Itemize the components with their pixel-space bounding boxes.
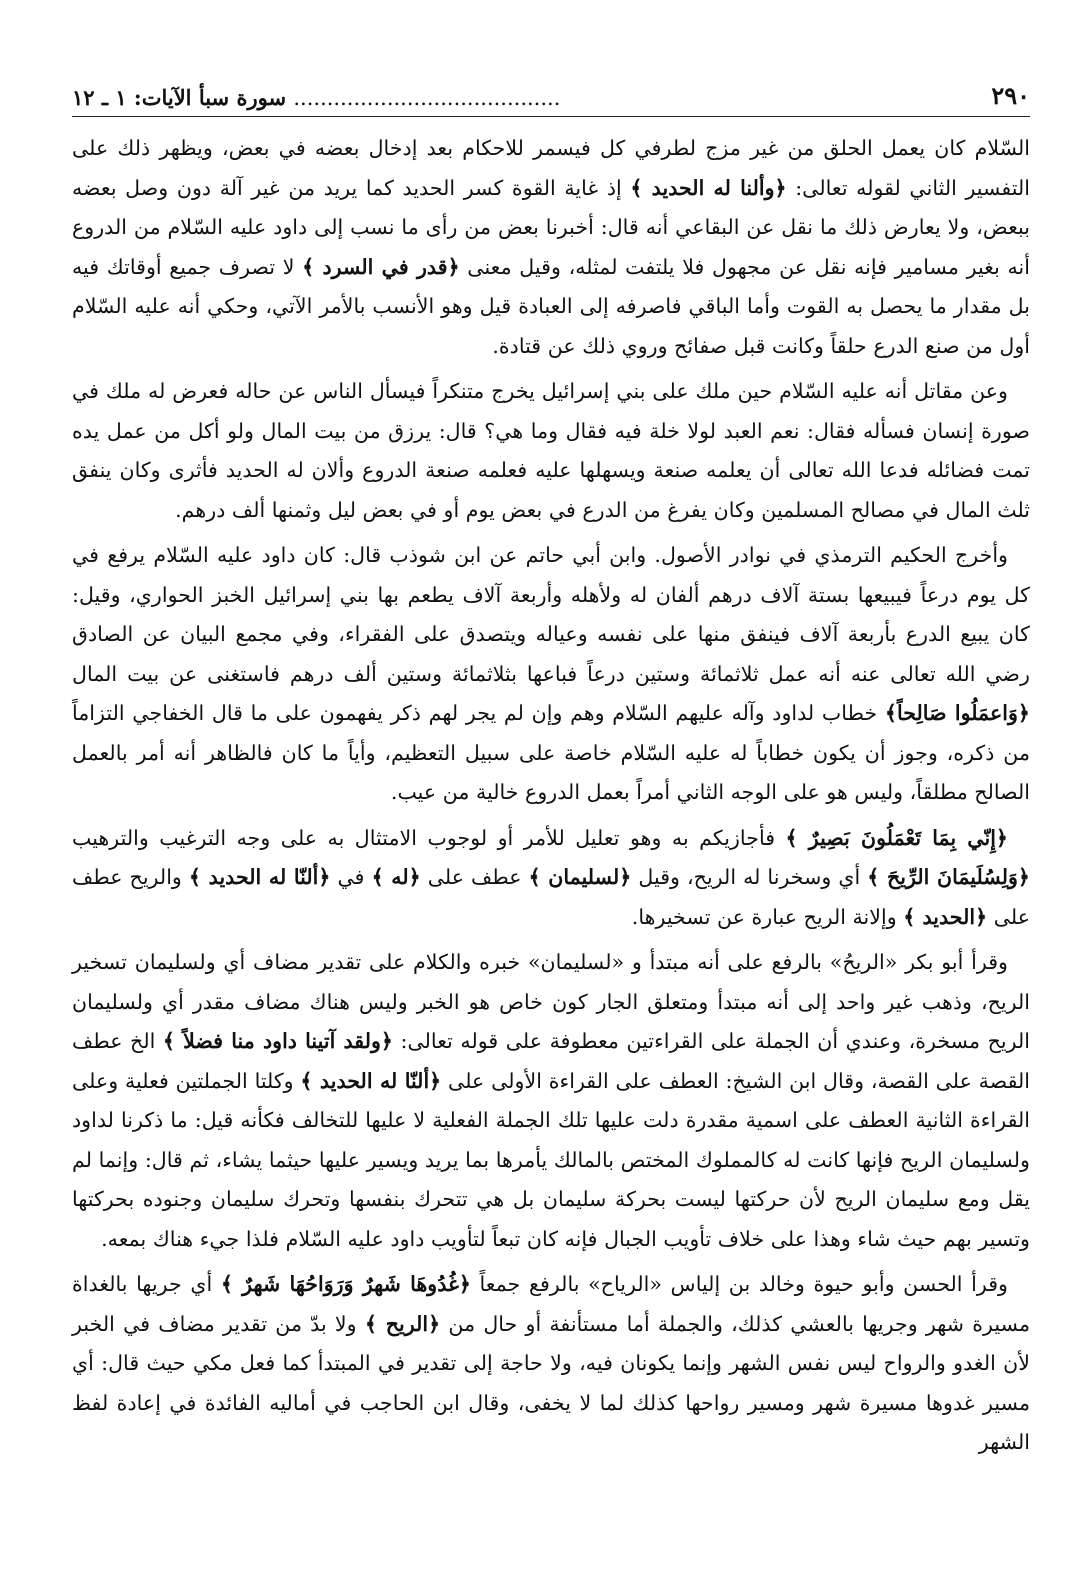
paragraph-6 [72, 1265, 1030, 1463]
quran-quote: ﴿لسليمان ﴾ [528, 865, 632, 889]
paragraph-1 [72, 129, 1030, 366]
paragraph-2 [72, 372, 1030, 530]
text-segment: وقرأ الحسن وأبو حيوة وخالد بن إلياس «الرياح» بالرفع جمعاً [470, 1272, 1008, 1296]
paragraph-4 [72, 819, 1030, 938]
quran-quote: ﴿ولقد آتينا داود منا فضلاً ﴾ [162, 1029, 393, 1053]
quran-quote: ﴿ألنّا له الحديد ﴾ [300, 1068, 442, 1093]
text-segment: أي وسخرنا له الريح، وقيل [631, 865, 868, 889]
text-segment: في [330, 865, 372, 889]
text-segment: وأخرج الحكيم الترمذي في نوادر الأصول. وابن أبي حاتم عن ابن شوذب قال: كان داود عليه السّلام يرفع في كل يوم درعاً فيبيعها بستة آلاف درهم ألفان له ولأهله وأربعة آلاف يطعم بها بني إسرائيل الخبز الحواري، وقيل: كان يبيع الدرع بأربعة آلاف فينفق منها على نفسه وعياله ويتصدق على الفقراء، وفي مجمع البيان عن الصادق رضي الله تعالى عنه أنه عمل ثلاثمائة وستين درعاً فباعها بثلاثمائة وستين ألف درهم فاستغنى عن بيت المال [72, 543, 1030, 686]
quran-quote: ﴿إِنّي بِمَا تَعْمَلُونَ بَصِيرٌ ﴾ [785, 825, 1008, 850]
quran-quote: ﴿وَلِسُلَيمَانَ الرِّيحَ ﴾ [867, 865, 1030, 889]
text-segment: فأجازيكم به وهو تعليل للأمر أو لوجوب الامتثال به على وجه الترغيب والترهيب [72, 825, 786, 850]
text-segment: الخ عطف القصة على القصة، وقال ابن الشيخ: العطف على القراءة الأولى على [72, 1029, 1030, 1093]
paragraph-5 [72, 943, 1030, 1259]
paragraph-3 [72, 536, 1030, 813]
book-page [72, 70, 1030, 1560]
quran-quote: ﴿ألنّا له الحديد ﴾ [188, 865, 331, 889]
quran-quote: ﴿قدر في السرد ﴾ [302, 254, 460, 279]
text-segment: وإلانة الريح عبارة عن تسخيرها. [631, 904, 904, 929]
text-segment: وقرأ أبو بكر «الريحُ» بالرفع على أنه مبتدأ و «لسليمان» خبره والكلام على تقدير مضاف أي ولسليمان تسخير الريح، وذهب غير واحد إلى أنه مبتدأ ومتعلق الجار كون خاص هو الخبر وليس هناك مضاف مقدر أي ولسليمان الريح مسخرة، وعندي أن الجملة على القراءتين معطوفة على قوله تعالى: [72, 950, 1030, 1053]
text-segment: والريح عطف على [72, 865, 1030, 929]
running-title: سورة سبأ الآيات: ١ ـ ١٢ [72, 85, 287, 110]
quran-quote: ﴿الحديد ﴾ [903, 904, 988, 929]
quran-quote: ﴿وَاعمَلُوا صَالِحاً﴾ [884, 701, 1030, 725]
text-segment: ولا بدّ من تقدير مضاف في الخبر لأن الغدو والرواح ليس نفس الشهر وإنما يكونان فيه، ولا حاجة إلى تقدير في المبتدأ كما فعل مكي حيث قال: أي مسير غدوها مسيرة شهر ومسير رواحها كذلك لما لا يخفى، وقال ابن الحاجب في أماليه الفائدة في إعادة لفظ الشهر [72, 1311, 1030, 1454]
text-segment: عطف على [420, 865, 529, 889]
text-segment: وعن مقاتل أنه عليه السّلام حين ملك على بني إسرائيل يخرج متنكراً فيسأل الناس عن حاله فعرض له ملك في صورة إنسان فسأله فقال: نعم العبد لولا خلة فيه فقال وما هي؟ قال: يرزق من بيت المال ولو أكل من عمل يده تمت فضائله فدعا الله تعالى أن يعلمه صنعة ويسهلها عليه فعلمه صنعة الدروع وألان له الحديد فأثرى وكان ينفق ثلث المال في مصالح المسلمين وكان يفرغ من الدرع في بعض يوم أو في بعض ليل وثمنها ألف درهم. [72, 379, 1030, 522]
quran-quote: ﴿الريح ﴾ [364, 1311, 441, 1336]
page-header [72, 70, 1030, 117]
text-segment: وكلتا الجملتين فعلية وعلى القراءة الثانية العطف على اسمية مقدرة دلت عليها تلك الجملة الفعلية لا عليها للتخالف فكأنه قيل: ما ذكرنا لداود ولسليمان الريح فإنها كانت له كالمملوك المختص بالمالك يأمرها بما يريد ويسير عليها حيثما يشاء، ثم قال: وإنما لم يقل ومع سليمان الريح لأن حركتها ليست بحركة سليمان بل هي تتحرك بنفسها وتحرك سليمان وجنوده بحركتها وتسير بهم حيث شاء وهذا على خلاف تأويب الجبال فإنه كان تبعاً لتأويب داود عليه السّلام فلذا جيء هناك بمعه. [72, 1068, 1030, 1251]
leader-dots: ........................................ [293, 86, 561, 110]
text-segment: أي جريها بالغداة مسيرة شهر وجريها بالعشي كذلك، والجملة أما مستأنفة أو حال من [72, 1272, 1030, 1336]
page-number: ٢٩٠ [991, 81, 1030, 110]
quran-quote: ﴿له ﴾ [371, 865, 421, 889]
text-segment: إذ غاية القوة كسر الحديد كما يريد من غير آلة دون وصل بعضه ببعض، ولا يعارض ذلك ما نقل عن البقاعي أنه قال: أخبرنا بعض من رأى ما نسب إلى داود عليه السّلام من الدروع أنه بغير مسامير فإنه نقل عن مجهول فلا يلتفت لمثله، وقيل معنى [72, 175, 1030, 279]
quran-quote: ﴿وألنا له الحديد ﴾ [630, 175, 787, 200]
text-segment: خطاب لداود وآله عليهم السّلام وهم وإن لم يجر لهم ذكر يفهمون على ما قال الخفاجي التزاماً من ذكره، وجوز أن يكون خطاباً له عليه السّلام خاصة على سبيل التعظيم، وأياً ما كان فالظاهر أنه أمر بالعمل الصالح مطلقاً، وليس هو على الوجه الثاني أمراً بعمل الدروع خالية من عيب. [72, 701, 1030, 804]
body-text [72, 129, 1030, 1463]
text-segment: لا تصرف جميع أوقاتك فيه بل مقدار ما يحصل به القوت وأما الباقي فاصرفه إلى العبادة قيل وهو الأنسب بالأمر الآتي، وحكي أنه عليه السّلام أول من صنع الدرع حلقاً وكانت قبل صفائح وروي ذلك عن قتادة. [72, 254, 1030, 358]
text-segment: السّلام كان يعمل الحلق من غير مزج لطرفي كل فيسمر للاحكام بعد إدخال بعضه في بعض، ويظهر ذلك على التفسير الثاني لقوله تعالى: [72, 136, 1031, 200]
quran-quote: ﴿غُدُوهَا شَهرٌ وَرَوَاحُهَا شَهرٌ ﴾ [220, 1272, 471, 1296]
running-title-wrap [72, 85, 560, 110]
